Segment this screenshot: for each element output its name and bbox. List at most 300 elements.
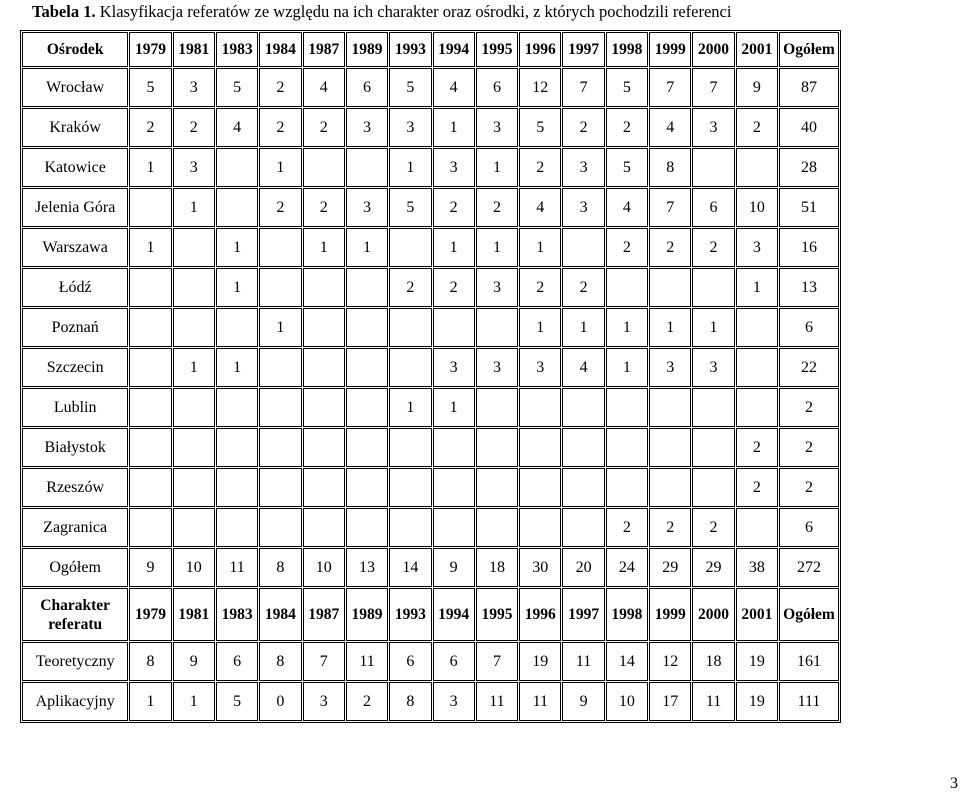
centres-row-cell [129, 468, 171, 507]
centres-row-cell: 2 [259, 68, 301, 107]
centres-row-cell [692, 428, 734, 467]
centres-row-cell [216, 308, 258, 347]
centres-row-cell [736, 148, 778, 187]
centres-row-cell [736, 348, 778, 387]
centres-row-cell: 6 [346, 68, 388, 107]
character-header-row [22, 588, 839, 641]
character-row-cell: 7 [476, 642, 518, 681]
centres-total-row-cell: 18 [476, 548, 518, 587]
centres-row-cell [562, 428, 604, 467]
centres-row-cell: 1 [346, 228, 388, 267]
centres-row-cell [173, 388, 215, 427]
centres-total-row-cell: 13 [346, 548, 388, 587]
centres-row-cell: 2 [692, 228, 734, 267]
centres-row-cell: 1 [649, 308, 691, 347]
centres-row-cell: 2 [303, 188, 345, 227]
centres-row-cell: 1 [433, 228, 475, 267]
centres-row-cell [173, 508, 215, 547]
character-header-row-cell: 1979 [129, 588, 171, 641]
centres-row-cell [389, 308, 431, 347]
centres-header-row-cell: 1979 [129, 32, 171, 67]
centres-row-cell: 2 [562, 108, 604, 147]
centres-row-cell [303, 268, 345, 307]
centres-row-cell: 1 [433, 388, 475, 427]
centres-row-cell: 2 [519, 268, 561, 307]
centres-row-cell: 6 [692, 188, 734, 227]
centres-row-cell: 4 [433, 68, 475, 107]
character-header-row-cell: 1995 [476, 588, 518, 641]
character-header-row-total: Ogółem [779, 588, 839, 641]
centres-row-cell [519, 468, 561, 507]
centres-row-cell: 3 [173, 148, 215, 187]
centres-row-cell: 2 [433, 188, 475, 227]
centres-row-cell [476, 308, 518, 347]
centres-row [22, 468, 839, 507]
centres-row-cell [346, 268, 388, 307]
centres-header-row-cell: 1996 [519, 32, 561, 67]
centres-row-cell [129, 268, 171, 307]
centres-row-cell [606, 388, 648, 427]
centres-row-cell: 5 [389, 188, 431, 227]
centres-header-row-cell: 1993 [389, 32, 431, 67]
character-row-cell: 18 [692, 642, 734, 681]
centres-row-cell: 3 [346, 188, 388, 227]
centres-total-row-cell: 11 [216, 548, 258, 587]
character-header-row-label: Charakter referatu [22, 588, 128, 641]
centres-row-cell: 2 [692, 508, 734, 547]
centres-header-row-cell: 1981 [173, 32, 215, 67]
centres-row-cell: 1 [389, 148, 431, 187]
centres-row-total: 2 [779, 468, 839, 507]
centres-row-cell: 7 [649, 188, 691, 227]
centres-row-cell: 4 [649, 108, 691, 147]
centres-row [22, 108, 839, 147]
character-header-row-cell: 2000 [692, 588, 734, 641]
centres-row-cell [346, 348, 388, 387]
character-row-cell: 3 [303, 682, 345, 721]
centres-row-cell [259, 228, 301, 267]
centres-row-cell: 2 [389, 268, 431, 307]
centres-row [22, 388, 839, 427]
centres-row-total: 87 [779, 68, 839, 107]
centres-row-cell: 2 [173, 108, 215, 147]
centres-header-row-cell: 1987 [303, 32, 345, 67]
character-row [22, 642, 839, 681]
character-row-cell: 12 [649, 642, 691, 681]
centres-row-cell: 2 [736, 428, 778, 467]
centres-row-cell: 1 [476, 228, 518, 267]
centres-total-row-cell: 10 [303, 548, 345, 587]
centres-total-row-cell: 14 [389, 548, 431, 587]
centres-row-total: 2 [779, 428, 839, 467]
centres-row-cell [736, 308, 778, 347]
centres-row-label: Poznań [22, 308, 128, 347]
centres-row-cell [216, 188, 258, 227]
centres-row [22, 508, 839, 547]
centres-header-row-cell: 1983 [216, 32, 258, 67]
centres-row-label: Jelenia Góra [22, 188, 128, 227]
centres-row-cell: 2 [519, 148, 561, 187]
centres-row-cell [519, 428, 561, 467]
centres-row-cell [433, 508, 475, 547]
centres-header-row-cell: 1998 [606, 32, 648, 67]
centres-row-cell [562, 468, 604, 507]
centres-row-cell [692, 268, 734, 307]
centres-row-cell: 3 [736, 228, 778, 267]
centres-total-row-cell: 9 [129, 548, 171, 587]
centres-row-cell: 1 [389, 388, 431, 427]
character-row-cell: 11 [346, 642, 388, 681]
centres-row-cell [476, 428, 518, 467]
centres-row-cell: 5 [216, 68, 258, 107]
centres-row-cell [649, 468, 691, 507]
character-row-cell: 8 [129, 642, 171, 681]
centres-row [22, 268, 839, 307]
centres-total-row-label: Ogółem [22, 548, 128, 587]
centres-row-cell [389, 508, 431, 547]
centres-row-total: 6 [779, 308, 839, 347]
centres-row-cell: 2 [259, 108, 301, 147]
character-row-total: 111 [779, 682, 839, 721]
centres-row-cell: 2 [259, 188, 301, 227]
character-row-cell: 6 [433, 642, 475, 681]
centres-row-cell [346, 508, 388, 547]
centres-row [22, 188, 839, 227]
centres-row [22, 348, 839, 387]
centres-row-total: 16 [779, 228, 839, 267]
character-header-row-cell: 1984 [259, 588, 301, 641]
character-row-cell: 9 [562, 682, 604, 721]
centres-row-cell [303, 428, 345, 467]
centres-total-row-cell: 38 [736, 548, 778, 587]
centres-row-label: Wrocław [22, 68, 128, 107]
centres-row-cell: 1 [303, 228, 345, 267]
centres-row-cell: 3 [692, 348, 734, 387]
centres-row [22, 228, 839, 267]
centres-row-cell [736, 508, 778, 547]
centres-row-cell [606, 428, 648, 467]
centres-header-row-cell: 1999 [649, 32, 691, 67]
centres-total-row-cell: 29 [649, 548, 691, 587]
table-caption [32, 2, 731, 22]
centres-row-cell: 7 [562, 68, 604, 107]
centres-row-cell [476, 508, 518, 547]
centres-row-cell [129, 188, 171, 227]
centres-row-cell [433, 468, 475, 507]
centres-row-cell: 2 [562, 268, 604, 307]
character-row-cell: 1 [173, 682, 215, 721]
centres-row-cell: 3 [389, 108, 431, 147]
character-row-cell: 7 [303, 642, 345, 681]
character-header-row-cell: 1993 [389, 588, 431, 641]
centres-row-cell [173, 308, 215, 347]
character-row-cell: 6 [389, 642, 431, 681]
centres-row [22, 68, 839, 107]
centres-row-cell [649, 428, 691, 467]
centres-row-cell [346, 308, 388, 347]
centres-row-cell: 3 [433, 348, 475, 387]
centres-row-cell: 10 [736, 188, 778, 227]
centres-row-label: Warszawa [22, 228, 128, 267]
table-body [22, 32, 839, 721]
centres-row-cell: 3 [476, 348, 518, 387]
centres-row-cell: 2 [303, 108, 345, 147]
centres-row-cell [519, 388, 561, 427]
centres-row-cell: 1 [433, 108, 475, 147]
centres-row-cell [259, 348, 301, 387]
centres-row-total: 40 [779, 108, 839, 147]
centres-row-cell [216, 388, 258, 427]
centres-row-cell [303, 148, 345, 187]
centres-total-row-cell: 10 [173, 548, 215, 587]
centres-row-total: 13 [779, 268, 839, 307]
centres-row-cell: 2 [649, 228, 691, 267]
centres-row-cell [346, 388, 388, 427]
character-header-row-cell: 1998 [606, 588, 648, 641]
centres-row-cell [303, 348, 345, 387]
character-row-cell: 19 [736, 682, 778, 721]
centres-row-cell [259, 268, 301, 307]
centres-row-cell: 7 [649, 68, 691, 107]
centres-row-cell: 5 [606, 148, 648, 187]
character-row-cell: 0 [259, 682, 301, 721]
centres-row-cell [476, 468, 518, 507]
centres-total-row-cell: 29 [692, 548, 734, 587]
centres-row-cell [216, 148, 258, 187]
centres-row [22, 148, 839, 187]
centres-row-cell: 2 [606, 508, 648, 547]
centres-row [22, 308, 839, 347]
centres-header-row-cell: 2000 [692, 32, 734, 67]
character-row-cell: 11 [692, 682, 734, 721]
centres-row-cell: 1 [692, 308, 734, 347]
centres-row-cell: 1 [173, 348, 215, 387]
centres-row-cell [692, 468, 734, 507]
character-row-label: Teoretyczny [22, 642, 128, 681]
centres-row-cell: 2 [736, 108, 778, 147]
centres-row-cell: 4 [562, 348, 604, 387]
centres-row-cell: 12 [519, 68, 561, 107]
centres-row-cell: 1 [519, 228, 561, 267]
centres-row-cell: 3 [476, 268, 518, 307]
centres-row-cell [346, 468, 388, 507]
centres-row-cell: 1 [519, 308, 561, 347]
character-row-cell: 3 [433, 682, 475, 721]
centres-row-cell: 7 [692, 68, 734, 107]
centres-row-cell [692, 148, 734, 187]
centres-row-cell: 2 [129, 108, 171, 147]
centres-row-cell [173, 468, 215, 507]
centres-row-cell [173, 428, 215, 467]
centres-row-cell [216, 468, 258, 507]
centres-header-row-cell: 1994 [433, 32, 475, 67]
centres-row-cell: 5 [606, 68, 648, 107]
character-row-cell: 19 [519, 642, 561, 681]
centres-row-cell: 4 [606, 188, 648, 227]
centres-row-cell: 1 [259, 308, 301, 347]
centres-row-cell [433, 308, 475, 347]
centres-row-cell [129, 308, 171, 347]
centres-row-cell: 1 [736, 268, 778, 307]
table-caption-label: Tabela 1. [32, 2, 96, 21]
centres-total-row-cell: 24 [606, 548, 648, 587]
centres-row-total: 6 [779, 508, 839, 547]
centres-row-label: Lublin [22, 388, 128, 427]
centres-row-cell [562, 228, 604, 267]
centres-row-cell: 2 [606, 228, 648, 267]
character-header-row-cell: 1987 [303, 588, 345, 641]
centres-header-row-cell: 1997 [562, 32, 604, 67]
centres-row-total: 2 [779, 388, 839, 427]
character-row-cell: 1 [129, 682, 171, 721]
centres-row-label: Zagranica [22, 508, 128, 547]
centres-row-cell: 5 [389, 68, 431, 107]
centres-row-label: Białystok [22, 428, 128, 467]
character-row-cell: 14 [606, 642, 648, 681]
centres-row-cell: 3 [433, 148, 475, 187]
character-header-row-cell: 1997 [562, 588, 604, 641]
centres-row-cell [649, 388, 691, 427]
character-header-row-cell: 1983 [216, 588, 258, 641]
character-row [22, 682, 839, 721]
centres-row-cell: 2 [649, 508, 691, 547]
centres-row-label: Łódź [22, 268, 128, 307]
centres-row-cell: 1 [259, 148, 301, 187]
character-row-cell: 9 [173, 642, 215, 681]
table-caption-text: Klasyfikacja referatów ze względu na ich charakter oraz ośrodki, z których pochodzili referenci [95, 2, 732, 21]
centres-header-row-total: Ogółem [779, 32, 839, 67]
centres-row-cell: 5 [519, 108, 561, 147]
centres-row-cell: 3 [649, 348, 691, 387]
centres-row-cell: 5 [129, 68, 171, 107]
centres-row-total: 51 [779, 188, 839, 227]
character-row-cell: 8 [259, 642, 301, 681]
centres-row-label: Rzeszów [22, 468, 128, 507]
centres-row-cell: 1 [606, 308, 648, 347]
centres-row-cell [259, 388, 301, 427]
centres-row-cell: 2 [736, 468, 778, 507]
character-row-cell: 5 [216, 682, 258, 721]
centres-total-row [22, 548, 839, 587]
character-row-label: Aplikacyjny [22, 682, 128, 721]
centres-row-cell [519, 508, 561, 547]
centres-row-cell [129, 348, 171, 387]
centres-total-row-cell: 8 [259, 548, 301, 587]
centres-row-cell [303, 468, 345, 507]
centres-row-cell: 3 [562, 148, 604, 187]
centres-header-row-cell: 1995 [476, 32, 518, 67]
centres-row-cell: 3 [476, 108, 518, 147]
centres-row-cell: 3 [346, 108, 388, 147]
centres-row-label: Kraków [22, 108, 128, 147]
centres-row-cell: 1 [129, 228, 171, 267]
centres-row-cell [389, 468, 431, 507]
centres-row-cell [606, 468, 648, 507]
centres-row-cell: 3 [562, 188, 604, 227]
centres-row-cell [216, 428, 258, 467]
centres-row-cell [173, 228, 215, 267]
centres-row-cell: 1 [173, 188, 215, 227]
centres-header-row [22, 32, 839, 67]
centres-row-total: 28 [779, 148, 839, 187]
centres-row-cell: 3 [519, 348, 561, 387]
centres-row-cell [562, 508, 604, 547]
centres-row-cell: 3 [173, 68, 215, 107]
centres-row-cell [216, 508, 258, 547]
centres-row-cell: 6 [476, 68, 518, 107]
centres-row-cell [389, 348, 431, 387]
character-header-row-cell: 1994 [433, 588, 475, 641]
centres-row-cell [259, 508, 301, 547]
centres-row [22, 428, 839, 467]
centres-row-cell [303, 508, 345, 547]
character-row-cell: 11 [476, 682, 518, 721]
centres-row-cell: 1 [216, 348, 258, 387]
centres-row-label: Szczecin [22, 348, 128, 387]
centres-row-cell [606, 268, 648, 307]
centres-row-cell: 1 [129, 148, 171, 187]
centres-header-row-label: Ośrodek [22, 32, 128, 67]
centres-row-cell: 2 [606, 108, 648, 147]
centres-row-cell [259, 468, 301, 507]
centres-row-cell [129, 388, 171, 427]
centres-row-cell: 1 [606, 348, 648, 387]
centres-row-label: Katowice [22, 148, 128, 187]
character-row-cell: 8 [389, 682, 431, 721]
character-row-cell: 17 [649, 682, 691, 721]
centres-row-cell [433, 428, 475, 467]
centres-total-row-cell: 30 [519, 548, 561, 587]
referaty-table [20, 30, 841, 723]
centres-row-cell: 1 [476, 148, 518, 187]
centres-row-cell [173, 268, 215, 307]
character-row-total: 161 [779, 642, 839, 681]
centres-total-row-cell: 20 [562, 548, 604, 587]
centres-row-cell: 8 [649, 148, 691, 187]
centres-row-cell [346, 148, 388, 187]
centres-header-row-cell: 1984 [259, 32, 301, 67]
character-row-cell: 11 [519, 682, 561, 721]
page-number: 3 [950, 775, 958, 792]
centres-row-cell [692, 388, 734, 427]
centres-row-cell [389, 428, 431, 467]
centres-row-cell [129, 508, 171, 547]
character-header-row-cell: 2001 [736, 588, 778, 641]
centres-header-row-cell: 2001 [736, 32, 778, 67]
centres-row-cell [476, 388, 518, 427]
centres-row-cell: 4 [519, 188, 561, 227]
centres-row-cell [562, 388, 604, 427]
centres-row-cell: 1 [562, 308, 604, 347]
character-header-row-cell: 1981 [173, 588, 215, 641]
centres-row-cell [259, 428, 301, 467]
centres-row-cell [303, 308, 345, 347]
centres-row-cell [129, 428, 171, 467]
centres-header-row-cell: 1989 [346, 32, 388, 67]
centres-row-cell [649, 268, 691, 307]
centres-row-cell [303, 388, 345, 427]
character-row-cell: 11 [562, 642, 604, 681]
centres-total-row-cell: 9 [433, 548, 475, 587]
character-header-row-cell: 1999 [649, 588, 691, 641]
centres-row-cell: 4 [216, 108, 258, 147]
centres-row-cell: 1 [216, 268, 258, 307]
centres-total-row-total: 272 [779, 548, 839, 587]
centres-row-cell: 4 [303, 68, 345, 107]
centres-row-cell: 1 [216, 228, 258, 267]
centres-row-cell [346, 428, 388, 467]
character-row-cell: 10 [606, 682, 648, 721]
